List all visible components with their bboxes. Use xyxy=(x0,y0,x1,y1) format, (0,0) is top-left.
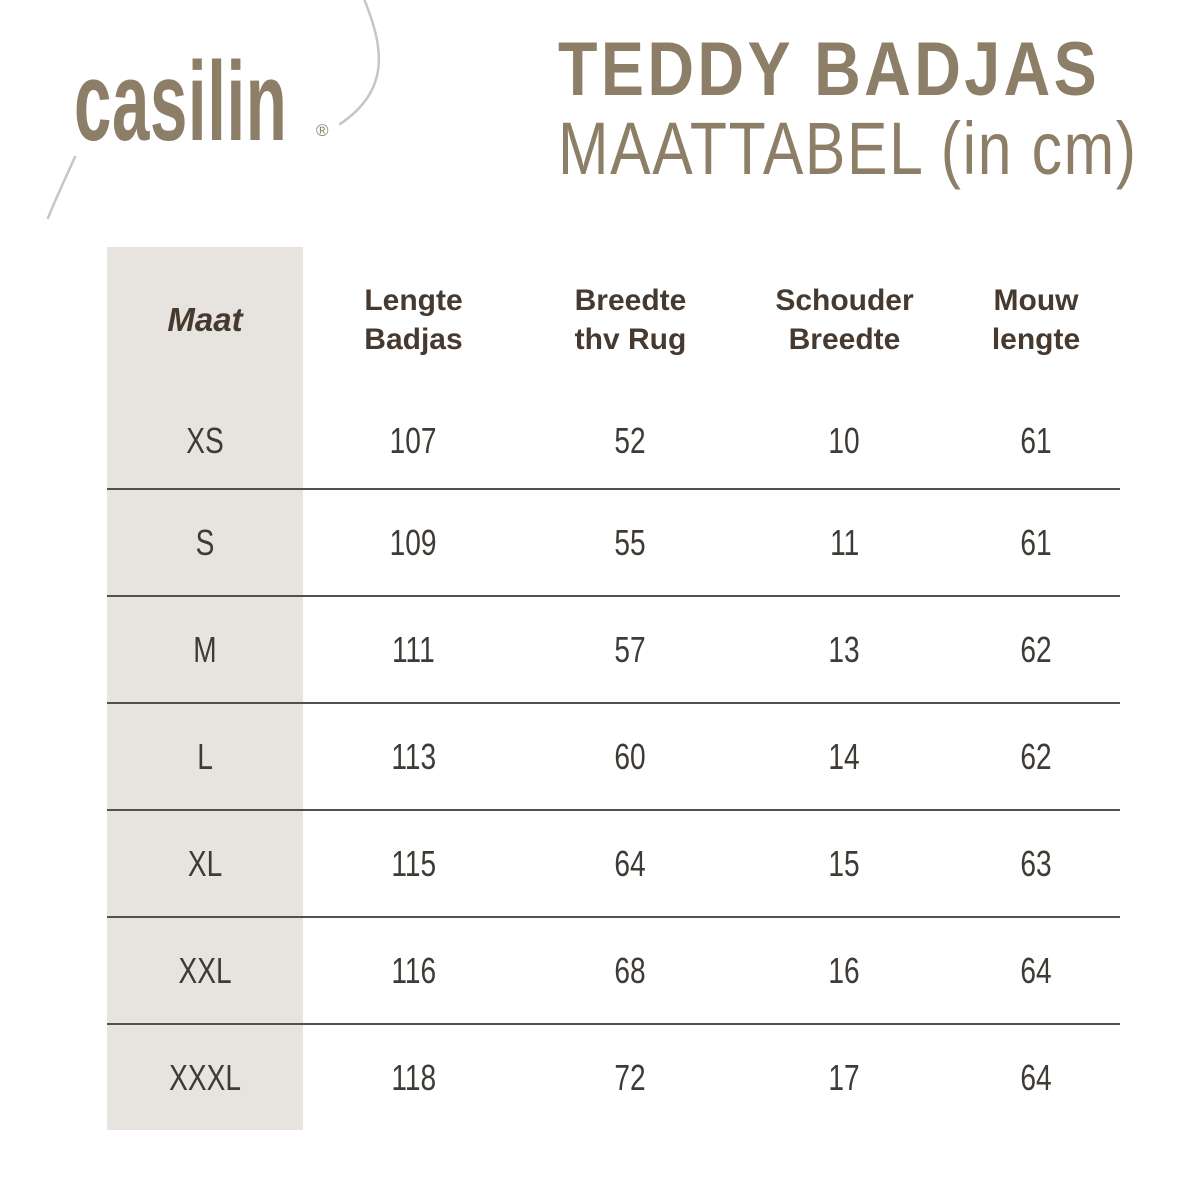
breedte-thv-rug-value: 52 xyxy=(614,419,647,461)
mouw-lengte-value: 62 xyxy=(1020,735,1052,777)
size-label: L xyxy=(197,735,213,777)
column-header-breedte-thv-rug: Breedte thv Rug xyxy=(574,284,687,356)
size-label: XS xyxy=(186,419,224,461)
size-label: XXXL xyxy=(169,1056,241,1098)
breedte-thv-rug-value: 55 xyxy=(614,521,647,563)
schouder-breedte-value: 15 xyxy=(828,842,861,884)
page-subtitle: MAATTABEL (in cm) xyxy=(558,107,1138,190)
breedte-thv-rug-value: 64 xyxy=(614,842,647,884)
table-row-s xyxy=(107,490,1120,597)
left-curve-decoration xyxy=(48,157,75,218)
page-title: TEDDY BADJAS xyxy=(558,27,1101,112)
schouder-breedte-value: 17 xyxy=(828,1056,861,1098)
mouw-lengte-value: 61 xyxy=(1020,419,1052,461)
mouw-lengte-value: 62 xyxy=(1020,628,1052,670)
table-row-xxxl xyxy=(107,1025,1120,1130)
table-row-xxl xyxy=(107,918,1120,1025)
column-header-lengte-badjas: Lengte Badjas xyxy=(364,284,463,356)
size-label: M xyxy=(193,628,217,670)
breedte-thv-rug-value: 60 xyxy=(614,735,647,777)
schouder-breedte-value: 16 xyxy=(828,949,861,991)
lengte-badjas-value: 109 xyxy=(390,521,437,563)
size-label: XXL xyxy=(178,949,232,991)
mouw-lengte-value: 61 xyxy=(1020,521,1052,563)
mouw-lengte-value: 63 xyxy=(1020,842,1052,884)
size-label: S xyxy=(195,521,215,563)
breedte-thv-rug-value: 68 xyxy=(614,949,647,991)
lengte-badjas-value: 115 xyxy=(391,842,436,884)
breedte-thv-rug-value: 57 xyxy=(614,628,647,670)
column-header-mouw-lengte: Mouw lengte xyxy=(991,284,1081,356)
size-label: XL xyxy=(187,842,223,884)
column-header-maat: Maat xyxy=(167,300,243,338)
breedte-thv-rug-value: 72 xyxy=(614,1056,647,1098)
table-row-xl xyxy=(107,811,1120,918)
lengte-badjas-value: 111 xyxy=(392,628,435,670)
lengte-badjas-value: 116 xyxy=(391,949,436,991)
casilin-logo xyxy=(74,39,430,164)
table-row-xs xyxy=(107,393,1120,490)
lengte-badjas-value: 113 xyxy=(391,735,436,777)
lengte-badjas-value: 118 xyxy=(391,1056,436,1098)
mouw-lengte-value: 64 xyxy=(1020,949,1052,991)
table-header-row xyxy=(107,247,1120,393)
casilin-logo-text: casilin xyxy=(74,39,288,164)
table-row-m xyxy=(107,597,1120,704)
column-header-schouder-breedte: Schouder Breedte xyxy=(775,284,914,356)
schouder-breedte-value: 10 xyxy=(828,419,861,461)
mouw-lengte-value: 64 xyxy=(1020,1056,1052,1098)
schouder-breedte-value: 13 xyxy=(828,628,861,670)
table-row-l xyxy=(107,704,1120,811)
schouder-breedte-value: 14 xyxy=(828,735,861,777)
size-table xyxy=(107,247,1120,1130)
registered-trademark-icon: ® xyxy=(316,121,329,140)
lengte-badjas-value: 107 xyxy=(390,419,437,461)
schouder-breedte-value: 11 xyxy=(829,521,860,563)
